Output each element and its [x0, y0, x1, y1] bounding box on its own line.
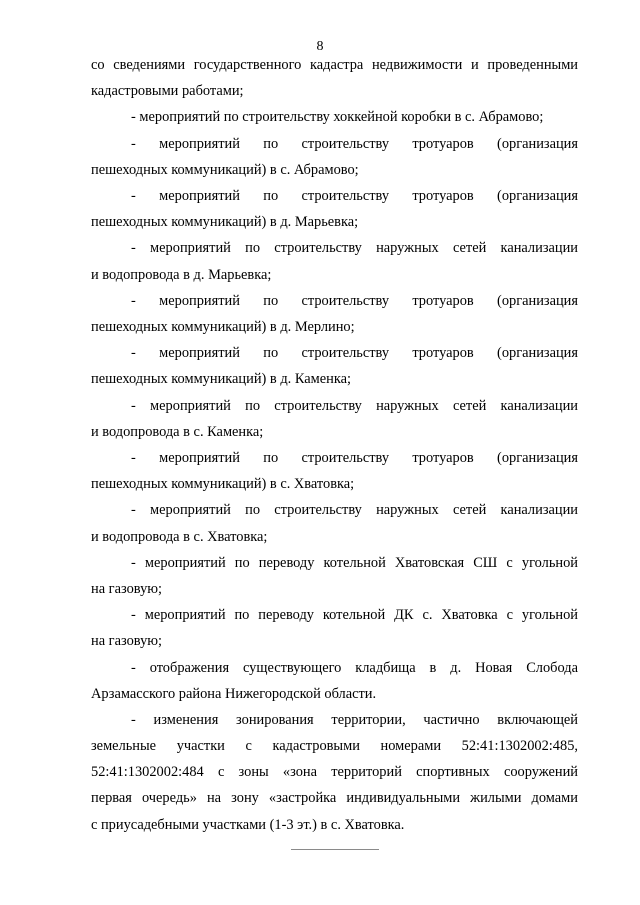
- text-line: - мероприятий по строительству тротуаров (организация: [131, 187, 578, 204]
- text-line: и водопровода в с. Каменка;: [91, 423, 264, 440]
- text-line: - мероприятий по строительству наружных сетей канализации: [131, 240, 578, 257]
- paragraph: [91, 602, 578, 654]
- text-line: - мероприятий по строительству хоккейной коробки в с. Абрамово;: [131, 109, 544, 126]
- text-line: - мероприятий по строительству наружных сетей канализации: [131, 502, 578, 519]
- text-line: пешеходных коммуникаций) в с. Абрамово;: [91, 161, 359, 178]
- text-line: на газовую;: [91, 580, 163, 597]
- text-line: - мероприятий по переводу котельной Хватовская СШ с угольной: [131, 554, 578, 571]
- text-line: 52:41:1302002:484 с зоны «зона территорий спортивных сооружений: [91, 764, 578, 781]
- paragraph: [91, 445, 578, 497]
- text-line: первая очередь» на зону «застройка индивидуальными жилыми домами: [91, 790, 578, 807]
- text-line: пешеходных коммуникаций) в с. Хватовка;: [91, 476, 355, 493]
- paragraph: [91, 707, 578, 838]
- text-line: и водопровода в с. Хватовка;: [91, 528, 268, 545]
- text-line: с приусадебными участками (1-3 эт.) в с. Хватовка.: [91, 816, 405, 833]
- paragraph: [91, 235, 578, 287]
- paragraph: [91, 104, 578, 130]
- text-line: на газовую;: [91, 633, 163, 650]
- footnote-separator: [291, 849, 379, 850]
- text-line: - мероприятий по строительству тротуаров (организация: [131, 345, 578, 362]
- paragraph: [91, 52, 578, 104]
- paragraph: [91, 550, 578, 602]
- text-line: земельные участки с кадастровыми номерами 52:41:1302002:485,: [91, 738, 578, 755]
- text-line: - мероприятий по строительству тротуаров (организация: [131, 292, 578, 309]
- text-line: - мероприятий по переводу котельной ДК с. Хватовка с угольной: [131, 607, 578, 624]
- text-line: и водопровода в д. Марьевка;: [91, 266, 272, 283]
- text-line: - мероприятий по строительству наружных сетей канализации: [131, 397, 578, 414]
- paragraph: [91, 288, 578, 340]
- text-line: пешеходных коммуникаций) в д. Марьевка;: [91, 214, 359, 231]
- paragraph: [91, 131, 578, 183]
- paragraph: [91, 497, 578, 549]
- page-number: 8: [316, 39, 324, 54]
- text-line: - мероприятий по строительству тротуаров (организация: [131, 135, 578, 152]
- paragraph: [91, 183, 578, 235]
- text-line: - изменения зонирования территории, частично включающей: [131, 711, 578, 728]
- paragraph: [91, 393, 578, 445]
- text-line: со сведениями государственного кадастра недвижимости и проведенными: [91, 57, 578, 73]
- text-line: - отображения существующего кладбища в д. Новая Слобода: [131, 659, 578, 676]
- text-line: пешеходных коммуникаций) в д. Мерлино;: [91, 318, 355, 335]
- text-line: - мероприятий по строительству тротуаров (организация: [131, 449, 578, 466]
- document-body: [91, 52, 578, 838]
- paragraph: [91, 340, 578, 392]
- paragraph: [91, 655, 578, 707]
- text-line: Арзамасского района Нижегородской области.: [91, 685, 377, 702]
- text-line: кадастровыми работами;: [91, 83, 244, 100]
- text-line: пешеходных коммуникаций) в д. Каменка;: [91, 371, 351, 388]
